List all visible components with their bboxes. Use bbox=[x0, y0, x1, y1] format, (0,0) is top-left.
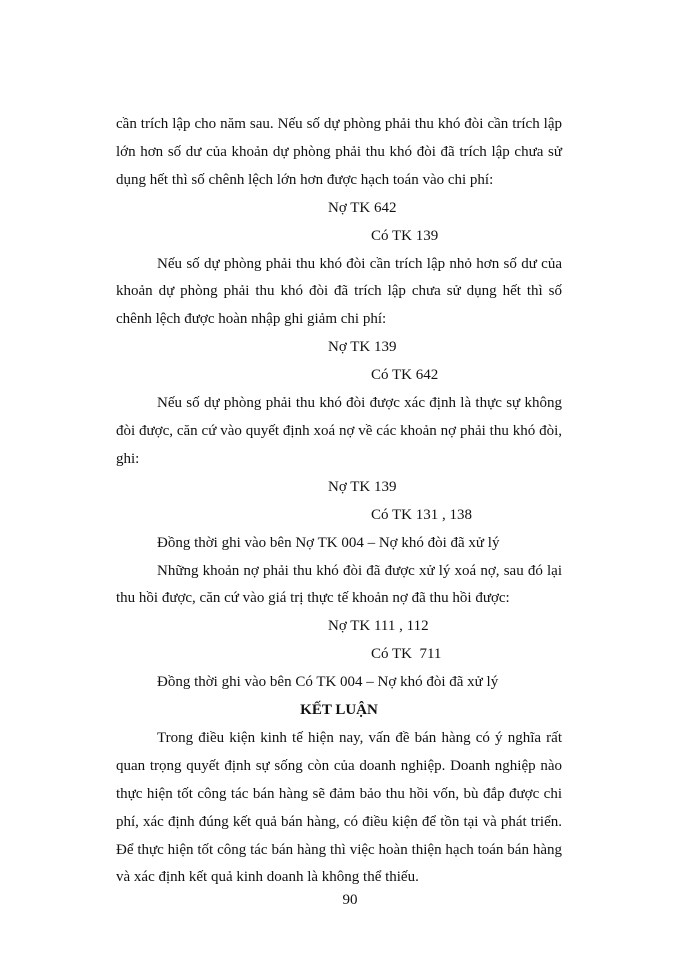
paragraph-recovery: Những khoản nợ phải thu khó đòi đã được xử lý xoá nợ, sau đó lại thu hồi được, căn cứ vào giá trị thực tế khoản nợ đã thu hồi được: bbox=[116, 562, 562, 607]
page-number: 90 bbox=[342, 892, 358, 908]
entry-debit-139-writeoff: Nợ TK 139 bbox=[328, 478, 397, 495]
paragraph-provision-shortfall: Nếu số dự phòng phải thu khó đòi cần trích lập nhỏ hơn số dư của khoản dự phòng phải thu khó đòi đã trích lập chưa sử dụng hết thì số chênh lệch được hoàn nhập ghi giảm chi phí: bbox=[116, 255, 562, 328]
body-text bbox=[116, 111, 562, 892]
entry-credit-642: Có TK 642 bbox=[371, 367, 439, 384]
entry-debit-111-112: Nợ TK 111 , 112 bbox=[328, 618, 429, 635]
paragraph-provision-excess: cần trích lập cho năm sau. Nếu số dự phòng phải thu khó đòi cần trích lập lớn hơn số dư của khoản dự phòng phải thu khó đòi đã trích lập chưa sử dụng hết thì số chênh lệch lớn hơn được hạch toán vào chi phí: bbox=[116, 116, 562, 188]
paragraph-write-off: Nếu số dự phòng phải thu khó đòi được xác định là thực sự không đòi được, căn cứ vào quyết định xoá nợ về các khoản nợ phải thu khó đòi, ghi: bbox=[116, 395, 562, 467]
entry-credit-131-138: Có TK 131 , 138 bbox=[371, 506, 472, 523]
entry-credit-139: Có TK 139 bbox=[371, 227, 439, 244]
section-heading-conclusion: KẾT LUẬN bbox=[300, 702, 378, 719]
entry-debit-642: Nợ TK 642 bbox=[328, 199, 397, 216]
paragraph-conclusion: Trong điều kiện kinh tế hiện nay, vấn đề bán hàng có ý nghĩa rất quan trọng quyết định sự sống còn của doanh nghiệp. Doanh nghiệp nào thực hiện tốt công tác bán hàng sẽ đảm bảo thu hồi vốn, bù đắp được chi phí, xác định đúng kết quả bán hàng, có điều kiện để tồn tại và phát triển. Để thực hiện tốt công tác bán hàng thì việc hoàn thiện hạch toán bán hàng và xác định kết quả kinh doanh là không thể thiếu. bbox=[116, 729, 562, 886]
note-credit-004: Đồng thời ghi vào bên Có TK 004 – Nợ khó đòi đã xử lý bbox=[157, 674, 499, 691]
entry-credit-711: Có TK 711 bbox=[371, 646, 442, 663]
note-debit-004: Đồng thời ghi vào bên Nợ TK 004 – Nợ khó đòi đã xử lý bbox=[157, 534, 500, 551]
entry-debit-139: Nợ TK 139 bbox=[328, 339, 397, 356]
